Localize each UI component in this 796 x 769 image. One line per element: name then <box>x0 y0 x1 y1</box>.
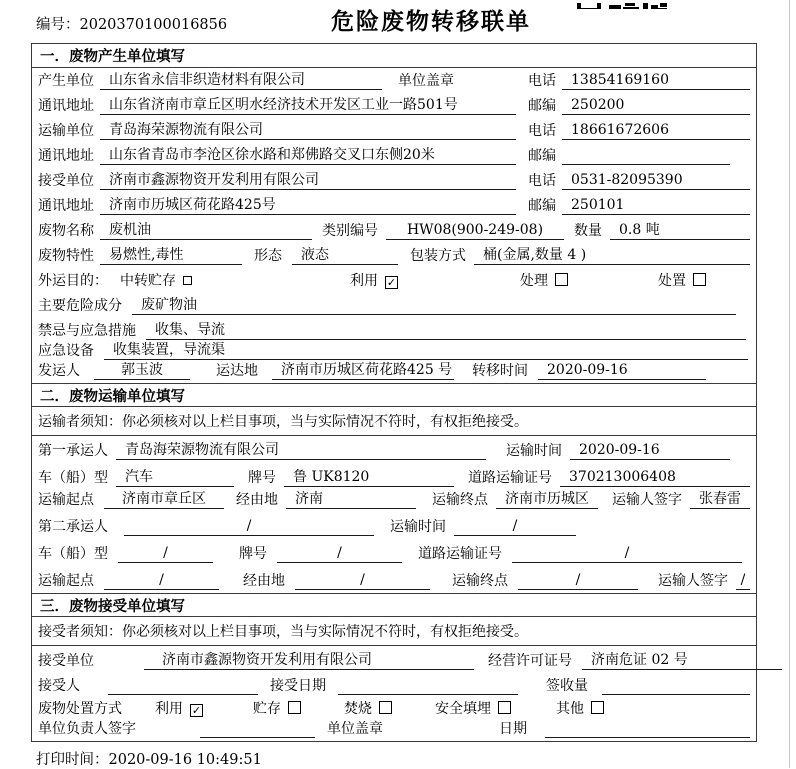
sign-date-value <box>545 719 750 738</box>
row-acceptor <box>32 673 756 698</box>
row-vehicle1 <box>32 463 756 490</box>
taboo-label: 禁忌与应急措施 <box>38 323 136 339</box>
transport-zip-value <box>562 146 730 165</box>
route2-start-value: / <box>104 571 219 590</box>
vehicle1-plate-label: 牌号 <box>248 470 276 486</box>
row-route1 <box>32 490 756 512</box>
unit-seal2-label: 单位盖章 <box>327 721 383 737</box>
transport-time1-label: 运输时间 <box>506 443 562 459</box>
doc-number-label: 编号： <box>36 17 80 33</box>
purpose-transfer-checkbox <box>183 276 192 285</box>
accept-date-value <box>338 676 518 695</box>
waste-props-label: 废物特性 <box>38 248 94 264</box>
waste-qty-value: 0.8 吨 <box>610 221 750 240</box>
producer-phone-label: 电话 <box>528 73 556 89</box>
disposal-option-use-label: 利用 <box>155 701 183 717</box>
disposal-option-use <box>155 698 203 718</box>
row-disposal <box>32 698 756 721</box>
vehicle2-type-label: 车（船）型 <box>38 546 108 562</box>
print-time <box>36 748 262 769</box>
transport-phone-label: 电话 <box>528 123 556 139</box>
responsible-sign-value <box>200 719 315 738</box>
disposal-option-burn <box>344 698 392 718</box>
producer-zip-value: 250200 <box>562 96 750 115</box>
disposal-option-other-label: 其他 <box>556 701 584 717</box>
row-waste-name <box>32 218 756 243</box>
doc-number-value: 2020370100016856 <box>79 17 228 33</box>
disposal-other-checkbox <box>591 701 604 714</box>
transfer-time-label: 转移时间 <box>472 363 528 379</box>
page-title: 危险废物转移联单 <box>331 9 531 35</box>
receiver-unit-value: 济南市鑫源物资开发利用有限公司 <box>100 171 516 190</box>
transport-notice-text: 运输者须知：你必须核对以上栏目事项，当与实际情况不符时，有权拒绝接受。 <box>38 414 528 430</box>
producer-unit-value: 山东省永信非织造材料有限公司 <box>100 71 382 90</box>
waste-name-label: 废物名称 <box>38 223 94 239</box>
row-second-carrier <box>32 512 756 539</box>
row-producer-address <box>32 93 756 118</box>
route1-sign-value: 张春雷 <box>690 490 750 509</box>
receipt-qty-value <box>602 676 750 695</box>
second-carrier-label: 第二承运人 <box>38 519 108 535</box>
waste-form-label: 形态 <box>254 248 282 264</box>
row-transport-unit <box>32 118 756 143</box>
route1-via-label: 经由地 <box>236 492 278 508</box>
transport-unit-value: 青岛海荣源物流有限公司 <box>100 121 516 140</box>
transport-phone-value: 18661672606 <box>562 121 750 140</box>
route1-start-label: 运输起点 <box>38 492 94 508</box>
disposal-landfill-checkbox <box>498 701 511 714</box>
row-transport-notice <box>32 407 756 436</box>
permit-value: 济南危证 02 号 <box>582 651 782 670</box>
vehicle2-license-label: 道路运输证号 <box>418 546 502 562</box>
qr-code-fragment <box>577 0 669 9</box>
route2-via-label: 经由地 <box>243 573 285 589</box>
hazard-label: 主要危险成分 <box>38 298 122 314</box>
disposal-option-landfill <box>435 698 511 718</box>
receiver-zip-value: 250101 <box>562 196 750 215</box>
page-edge-line <box>789 0 790 768</box>
qr-code-fragment-svg <box>577 3 669 9</box>
route1-end-value: 济南市历城区 <box>496 490 598 509</box>
waste-code-value: HW08(900-249-08) <box>386 221 564 240</box>
unit-seal-label: 单位盖章 <box>398 73 454 89</box>
section2-heading: 二．废物运输单位填写 <box>32 383 756 407</box>
transport-address-label: 通讯地址 <box>38 148 94 164</box>
row-equipment <box>32 343 756 363</box>
responsible-sign-label: 单位负责人签字 <box>38 721 136 737</box>
producer-zip-label: 邮编 <box>528 98 556 114</box>
dispatcher-label: 发运人 <box>38 363 80 379</box>
accept-date-label: 接受日期 <box>270 678 326 694</box>
row-first-carrier <box>32 436 756 463</box>
purpose-use-checkbox <box>385 276 398 289</box>
waste-pack-value: 桶(金属,数量 4 ) <box>474 246 750 265</box>
row-taboo <box>32 318 756 343</box>
transport-time2-value: / <box>454 517 576 536</box>
purpose-option-transfer-label: 中转贮存 <box>120 273 176 289</box>
route2-via-value: / <box>295 571 430 590</box>
vehicle1-type-label: 车（船）型 <box>38 470 108 486</box>
row-dispatch <box>32 363 756 383</box>
vehicle2-plate-label: 牌号 <box>239 546 267 562</box>
vehicle2-license-value: / <box>512 544 742 563</box>
vehicle2-type-value: / <box>118 544 213 563</box>
equipment-value: 收集装置，导流渠 <box>104 341 748 360</box>
checkbox-mark: ✓ <box>191 704 202 717</box>
receipt-qty-label: 签收量 <box>546 678 588 694</box>
waste-form-value: 液态 <box>292 246 398 265</box>
disposal-store-checkbox <box>288 701 301 714</box>
taboo-value: 收集、导流 <box>146 321 746 340</box>
row-waste-props <box>32 243 756 268</box>
waste-pack-label: 包装方式 <box>410 248 466 264</box>
receive-unit-label: 接受单位 <box>38 653 94 669</box>
producer-phone-value: 13854169160 <box>562 71 750 90</box>
disposal-burn-checkbox <box>379 701 392 714</box>
route2-end-value: / <box>518 571 638 590</box>
sign-date-label: 日期 <box>499 721 527 737</box>
purpose-dispose-checkbox <box>693 273 706 286</box>
route1-end-label: 运输终点 <box>432 492 488 508</box>
disposal-option-burn-label: 焚烧 <box>344 701 372 717</box>
row-receiver-unit <box>32 168 756 193</box>
route2-start-label: 运输起点 <box>38 573 94 589</box>
vehicle2-plate-value: / <box>277 544 402 563</box>
row-hazard <box>32 293 756 318</box>
disposal-option-store-label: 贮存 <box>253 701 281 717</box>
purpose-option-transfer <box>120 270 192 290</box>
transport-unit-label: 运输单位 <box>38 123 94 139</box>
receiver-address-value: 济南市历城区荷花路425号 <box>100 196 516 215</box>
manifest-form <box>31 43 757 742</box>
section3-heading: 三．废物接受单位填写 <box>32 593 756 617</box>
row-transport-address <box>32 143 756 168</box>
waste-code-label: 类别编号 <box>322 223 378 239</box>
disposal-option-store <box>253 698 301 718</box>
purpose-option-treat-label: 处理 <box>520 273 548 289</box>
row-responsible-sign <box>32 721 756 741</box>
purpose-option-dispose-label: 处置 <box>658 273 686 289</box>
producer-address-label: 通讯地址 <box>38 98 94 114</box>
transport-address-value: 山东省青岛市李沧区徐水路和郑佛路交叉口东侧20米 <box>100 146 516 165</box>
receiver-address-label: 通讯地址 <box>38 198 94 214</box>
producer-address-value: 山东省济南市章丘区明水经济技术开发区工业一路501号 <box>100 96 516 115</box>
producer-unit-label: 产生单位 <box>38 73 94 89</box>
receiver-zip-label: 邮编 <box>528 198 556 214</box>
disposal-option-landfill-label: 安全填埋 <box>435 701 491 717</box>
disposal-use-checkbox <box>190 704 203 717</box>
row-route2 <box>32 566 756 593</box>
row-purpose <box>32 268 756 293</box>
vehicle1-license-value: 370213006408 <box>560 468 750 487</box>
receiver-phone-value: 0531-82095390 <box>562 171 750 190</box>
disposal-option-other <box>556 698 604 718</box>
vehicle1-plate-value: 鲁 UK8120 <box>284 468 454 487</box>
permit-label: 经营许可证号 <box>488 653 572 669</box>
doc-number <box>36 13 227 34</box>
row-vehicle2 <box>32 539 756 566</box>
purpose-option-dispose <box>658 270 706 290</box>
waste-props-value: 易燃性,毒性 <box>100 246 242 265</box>
receiver-phone-label: 电话 <box>528 173 556 189</box>
row-receive-notice <box>32 617 756 646</box>
second-carrier-value: / <box>124 517 374 536</box>
purpose-treat-checkbox <box>555 273 568 286</box>
receive-unit-value: 济南市鑫源物资开发利用有限公司 <box>144 651 474 670</box>
equipment-label: 应急设备 <box>38 343 94 359</box>
transport-time2-label: 运输时间 <box>390 519 446 535</box>
acceptor-label: 接受人 <box>38 678 80 694</box>
purpose-label: 外运目的： <box>38 273 108 289</box>
row-receiver-address <box>32 193 756 218</box>
print-time-value: 2020-09-16 10:49:51 <box>108 752 262 768</box>
destination-value: 济南市历城区荷花路425 号 <box>272 361 454 380</box>
transfer-time-value: 2020-09-16 <box>538 361 706 380</box>
route2-end-label: 运输终点 <box>452 573 508 589</box>
dispatcher-value: 郭玉波 <box>94 361 190 380</box>
row-receive-unit <box>32 646 756 673</box>
acceptor-value <box>108 676 258 695</box>
route2-sign-label: 运输人签字 <box>658 573 728 589</box>
route1-start-value: 济南市章丘区 <box>104 490 224 509</box>
destination-label: 运达地 <box>216 363 258 379</box>
checkbox-mark: ✓ <box>386 276 397 289</box>
waste-name-value: 废机油 <box>100 221 312 240</box>
vehicle1-type-value: 汽车 <box>116 468 234 487</box>
receive-notice-text: 接受者须知：你必须核对以上栏目事项，当与实际情况不符时，有权拒绝接受。 <box>38 624 528 640</box>
disposal-label: 废物处置方式 <box>38 701 122 717</box>
transport-zip-label: 邮编 <box>528 148 556 164</box>
receiver-unit-label: 接受单位 <box>38 173 94 189</box>
row-producer-unit <box>32 68 756 93</box>
route2-sign-value: / <box>736 571 750 590</box>
purpose-option-treat <box>520 270 568 290</box>
transport-time1-value: 2020-09-16 <box>570 441 730 460</box>
waste-qty-label: 数量 <box>574 223 602 239</box>
purpose-option-use-label: 利用 <box>350 273 378 289</box>
first-carrier-value: 青岛海荣源物流有限公司 <box>116 441 486 460</box>
route1-sign-label: 运输人签字 <box>612 492 682 508</box>
purpose-option-use <box>350 270 398 290</box>
vehicle1-license-label: 道路运输证号 <box>468 470 552 486</box>
print-time-label: 打印时间： <box>36 752 109 768</box>
first-carrier-label: 第一承运人 <box>38 443 108 459</box>
section1-heading: 一．废物产生单位填写 <box>32 44 756 68</box>
route1-via-value: 济南 <box>286 490 416 509</box>
hazard-value: 废矿物油 <box>132 296 736 315</box>
